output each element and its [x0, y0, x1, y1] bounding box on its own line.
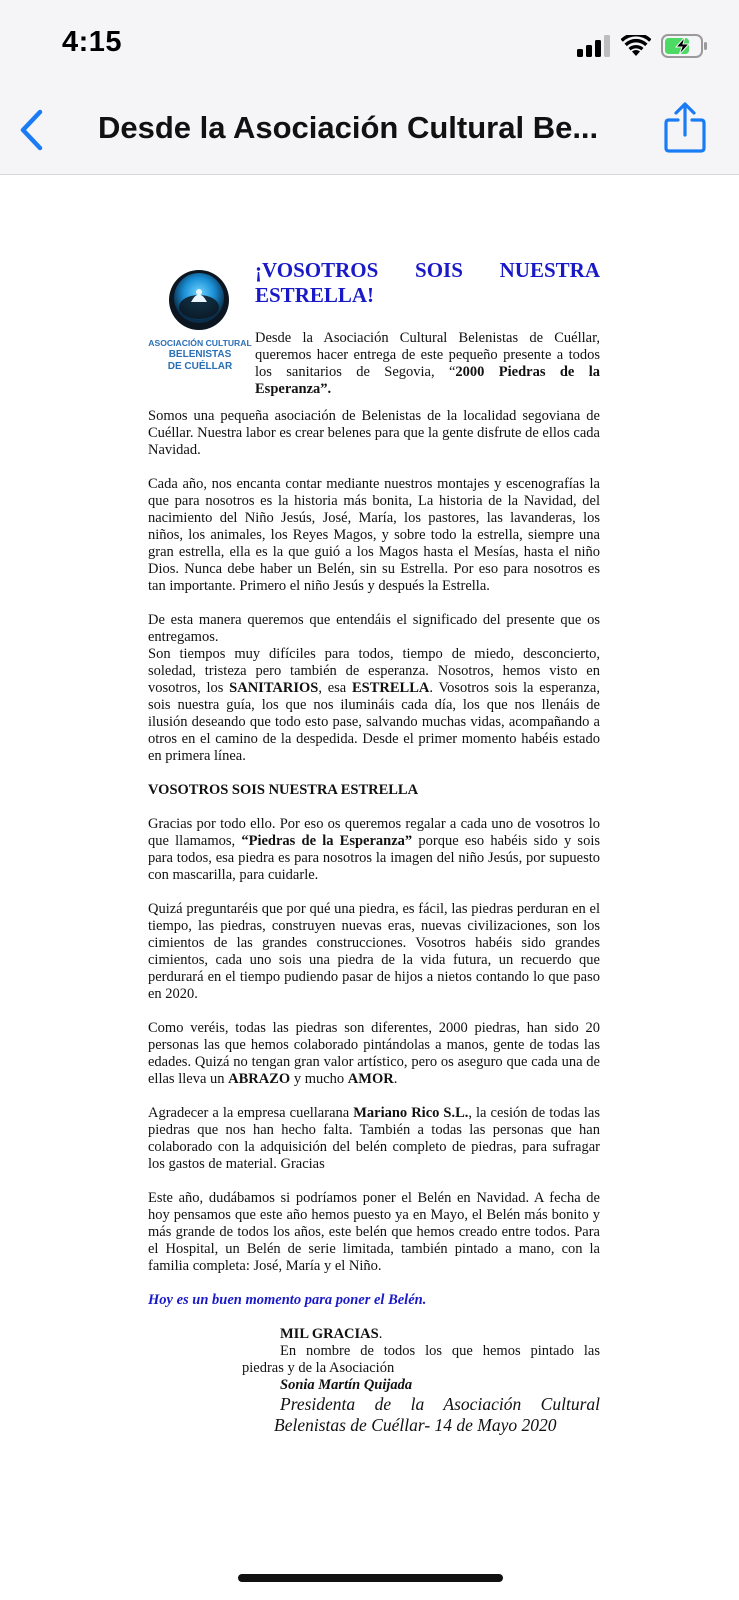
paragraph-4: Son tiempos muy difíciles para todos, tiempo de miedo, desconcierto, soledad, tristeza pero también de esperanza. Nosotros, hemos visto en vosotros, los SANITARIOS, esa ESTRELLA. Vosotros sois la esperanza, sois nuestra guía, los que nos ilumináis cada día, los que nos llenáis de ilusión deseando que todo esto pase, salvando muchas vidas, acompañando a otros en el camino de la despedida. Desde el primer momento habéis estado en primera línea. [148, 646, 600, 764]
paragraph-6: Gracias por todo ello. Por eso os queremos regalar a cada uno de vosotros lo que llamamos, “Piedras de la Esperanza” porque eso habéis sido y sois para todos, esa piedra es para nosotros la imagen del niño Jesús, por supuesto con mascarilla, para cuidarle. [148, 816, 600, 883]
logo-text: ASOCIACIÓN CULTURAL BELENISTAS DE CUÉLLAR [148, 338, 252, 372]
status-icons [577, 34, 709, 58]
cellular-signal-icon [577, 35, 611, 57]
paragraph-8: Como veréis, todas las piedras son diferentes, 2000 piedras, han sido 20 personas las que hemos colaborado pintándolas a manos, gente de todas las edades. Quizá no tengan gran valor artístico, pero os aseguro que cada una de ellas lleva un ABRAZO y mucho AMOR. [148, 1020, 600, 1087]
section-heading: VOSOTROS SOIS NUESTRA ESTRELLA [148, 782, 419, 798]
paragraph-10: Este año, dudábamos si podríamos poner el Belén en Navidad. A fecha de hoy pensamos que este año hemos puesto ya en Mayo, el Belén más bonito y más grande de todos los años, este belén que hemos creado entre todos. Para el Hospital, un Belén de serie limitada, también pintado a mano, con la familia completa: José, María y el Niño. [148, 1190, 600, 1274]
highlight-line: Hoy es un buen momento para poner el Belén. [148, 1292, 427, 1308]
document-content [148, 258, 600, 1436]
paragraph-7: Quizá preguntaréis que por qué una piedra, es fácil, las piedras perduran en el tiempo, las piedras, construyen nuevas eras, nuevas civilizaciones, son los cimientos de las grandes construcciones. Vosotros habéis sido grandes cimientos, cada uno sois una piedra de la vida futura, un recuerdo que perdurará en el tiempo pudiendo pasar de hijos a nietos contando lo que paso en 2020. [148, 901, 600, 1002]
logo-emblem-icon [168, 269, 230, 331]
paragraph-3: De esta manera queremos que entendáis el significado del presente que os entregamos. [148, 612, 600, 645]
paragraph-1: Somos una pequeña asociación de Belenistas de la localidad segoviana de Cuéllar. Nuestra labor es crear belenes para que la gente disfrute de ellos cada Navidad. [148, 408, 600, 458]
headline: ¡VOSOTROS SOIS NUESTRA ESTRELLA! [255, 258, 600, 307]
share-icon[interactable] [663, 102, 707, 154]
signature-block: MIL GRACIAS. En nombre de todos los que hemos pintado las piedras y de la Asociación Sonia Martín Quijada Presidenta de la Asociación Cultural Belenistas de Cuéllar- 14 de Mayo 2020 [242, 1326, 600, 1435]
battery-charging-icon [661, 34, 709, 58]
paragraph-2: Cada año, nos encanta contar mediante nuestros montajes y escenografías la que para nosotros es la historia más bonita, La historia de la Navidad, del nacimiento del Niño Jesús, José, María, los pastores, las lavanderas, los niños, los animales, los Reyes Magos, y sobre todo la estrella, siempre una gran estrella, ella es la que guió a los Magos hasta el Mesías, hasta el niño Dios. Nunca debe haber un Belén, sin su Estrella. Por eso para nosotros es tan importante. Primero el niño Jesús y después la Estrella. [148, 476, 600, 594]
page-title: Desde la Asociación Cultural Be... [98, 110, 599, 145]
navigation-bar [0, 0, 739, 175]
wifi-icon [621, 35, 651, 57]
back-chevron-icon[interactable] [16, 108, 46, 152]
intro-paragraph: Desde la Asociación Cultural Belenistas de Cuéllar, queremos hacer entrega de este pequeño presente a todos los sanitarios de Segovia, “2000 Piedras de la Esperanza”. [255, 330, 600, 397]
document-header [148, 258, 600, 408]
home-indicator[interactable] [238, 1574, 503, 1582]
status-time: 4:15 [62, 26, 123, 58]
paragraph-9: Agradecer a la empresa cuellarana Mariano Rico S.L., la cesión de todas las piedras que nos han hecho falta. También a todas las personas que han colaborado con la adquisición del belén completo de piedras, para sufragar los gastos de material. Gracias [148, 1105, 600, 1172]
